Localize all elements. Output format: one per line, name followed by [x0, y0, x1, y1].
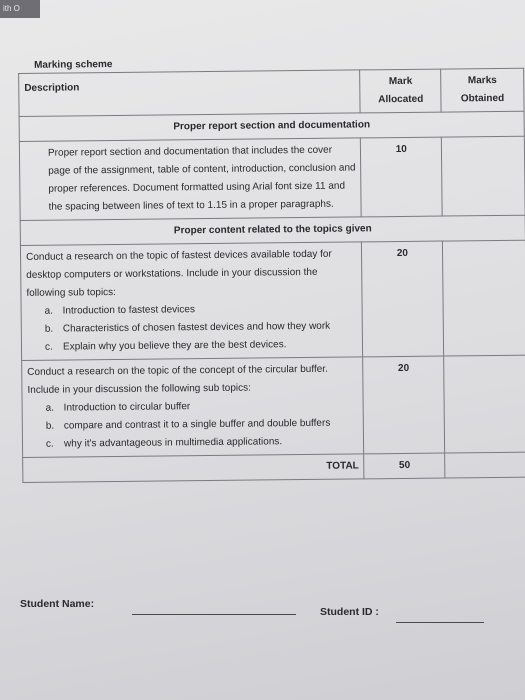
list-item: a. Introduction to fastest devices [44, 304, 195, 317]
table-row [19, 136, 525, 220]
student-id-line [396, 622, 484, 623]
allocated-header-label: Allocated [378, 93, 424, 106]
list-item: c. Explain why you believe they are the best devices. [44, 339, 287, 353]
student-name-label: Student Name: [20, 598, 95, 610]
mark-header-label: Mark [388, 75, 413, 88]
total-label: TOTAL [23, 454, 365, 483]
criterion-cell [20, 242, 363, 361]
obtained-header-label: Obtained [460, 92, 505, 105]
description-header: Description [19, 70, 361, 117]
marks-header-label: Marks [467, 74, 497, 87]
list-item: b. Characteristics of chosen fastest devices and how they work [44, 320, 331, 335]
criterion-cell [22, 357, 364, 458]
marks-obtained-cell [442, 136, 525, 216]
mark-allocated-header [360, 69, 441, 113]
table-row [22, 355, 525, 457]
mark-allocated-value: 20 [363, 356, 445, 454]
marks-obtained-cell [444, 355, 525, 453]
mark-allocated-value: 20 [362, 241, 444, 357]
criterion-text: Conduct a research on the topic of the concept of the circular buffer. Include in your discussion the following sub topics: [27, 363, 328, 396]
corner-watermark: ith O [0, 0, 40, 18]
total-mark-value: 50 [364, 453, 445, 479]
scheme-title: Marking scheme [33, 59, 113, 71]
table-row [20, 240, 525, 360]
section-title: Proper report section and documentation [19, 111, 524, 141]
list-item: b. compare and contrast it to a single buffer and double buffers [45, 417, 331, 432]
header-row [19, 68, 524, 116]
list-item: a. Introduction to circular buffer [45, 401, 191, 414]
student-id-label: Student ID : [320, 606, 379, 618]
total-obtained-cell [445, 452, 525, 478]
list-item: c. why it's advantageous in multimedia applications. [45, 436, 283, 450]
marks-obtained-cell [443, 240, 525, 356]
section-title: Proper content related to the topics given [20, 215, 525, 245]
sub-topic-list [27, 299, 358, 356]
criterion-text: Conduct a research on the topic of fastest devices available today for desktop computers or workstations. Include in your discussion the following sub topics: [26, 248, 332, 299]
criterion-text: Proper report section and documentation that includes the cover page of the assignment, table of content, introduction, conclusion and proper references. Document formatted using Arial font size 11 and the spacing between lines of text to 1.15 in a proper paragraphs. [19, 138, 361, 221]
marking-table [18, 68, 525, 483]
total-row [23, 452, 525, 482]
mark-allocated-value: 10 [361, 137, 443, 217]
sub-topic-list [28, 396, 359, 453]
marking-scheme-sheet [18, 55, 522, 483]
marks-obtained-header [441, 68, 524, 112]
student-name-line [132, 614, 296, 615]
